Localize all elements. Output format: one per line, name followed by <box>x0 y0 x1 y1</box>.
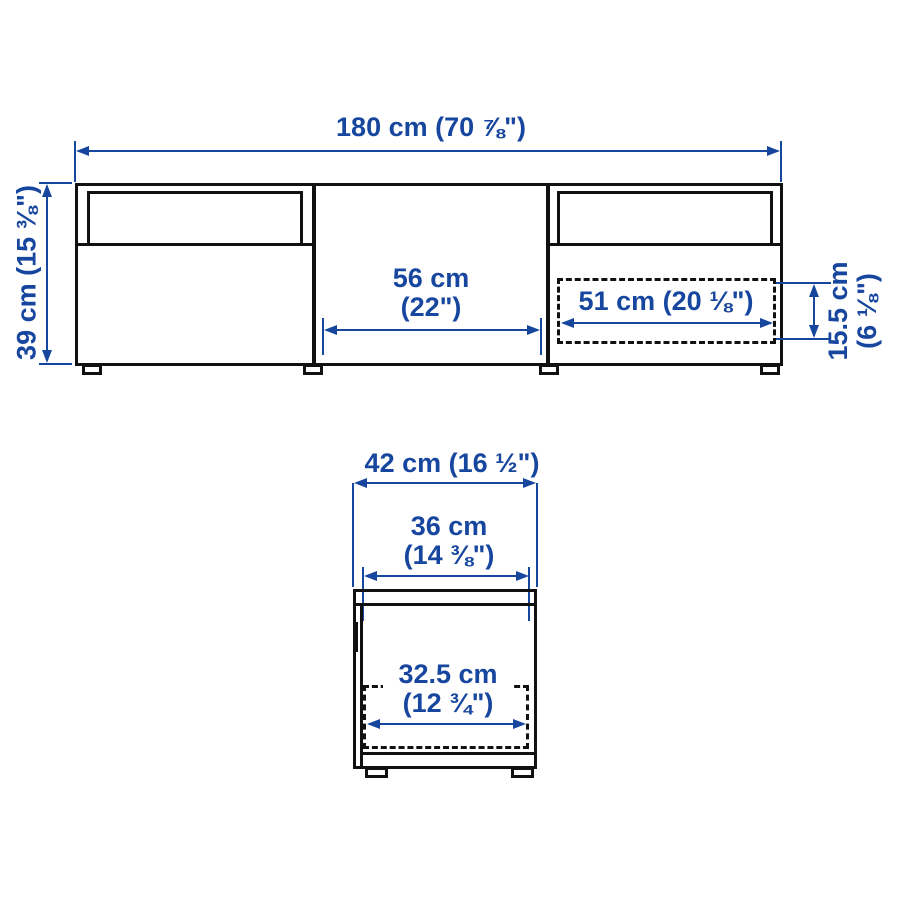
drawer-height-label-line2: (6 ⅛") <box>852 273 882 349</box>
overall-height-line <box>46 186 48 359</box>
front-foot-3 <box>539 364 559 375</box>
side-bottom-panel-line <box>360 752 537 755</box>
front-right-shelf-opening <box>557 191 773 246</box>
front-left-shelf-line <box>75 243 316 246</box>
middle-width-label-line2: (22") <box>400 292 462 322</box>
drawer-width-arrowhead-right <box>760 318 773 328</box>
middle-width-ext-right <box>540 318 542 355</box>
overall-width-line <box>78 150 778 152</box>
overall-depth-line <box>357 482 533 484</box>
middle-width-arrowhead-right <box>527 325 540 335</box>
drawer-depth-arrowhead-left <box>367 719 380 729</box>
drawer-width-label: 51 cm (20 ⅛") <box>578 286 754 316</box>
drawer-height-arrowhead-down <box>809 325 819 338</box>
overall-depth-arrowhead-left <box>354 478 367 488</box>
middle-width-ext-left <box>322 318 324 355</box>
drawer-depth-label-line2: (12 ¾") <box>388 689 508 718</box>
drawer-depth-line <box>369 723 523 725</box>
inner-depth-label-line2: (14 ⅜") <box>403 540 495 570</box>
middle-width-arrowhead-left <box>324 325 337 335</box>
inner-depth-arrowhead-right <box>516 571 529 581</box>
drawer-height-label <box>824 236 882 386</box>
drawer-height-arrowhead-up <box>809 284 819 297</box>
drawer-depth-label-line1: 32.5 cm <box>383 660 513 689</box>
side-foot-1 <box>365 767 388 778</box>
overall-height-ext-bottom <box>39 363 72 365</box>
overall-width-arrowhead-right <box>767 146 780 156</box>
overall-width-arrowhead-left <box>76 146 89 156</box>
drawer-depth-arrowhead-right <box>513 719 526 729</box>
inner-depth-arrowhead-left <box>364 571 377 581</box>
overall-height-label: 39 cm (15 ⅜") <box>11 185 42 360</box>
front-right-shelf-line <box>546 243 783 246</box>
drawer-width-line <box>563 322 771 324</box>
overall-width-label: 180 cm (70 ⅞") <box>336 112 526 142</box>
overall-depth-label: 42 cm (16 ½") <box>364 448 540 478</box>
overall-width-ext-right <box>780 141 782 182</box>
middle-width-label-line1: 56 cm <box>392 263 470 293</box>
inner-depth-label-line1: 36 cm <box>410 511 488 541</box>
drawer-height-label-line1: 15.5 cm <box>823 261 853 361</box>
side-top-panel-line <box>353 603 537 606</box>
front-foot-1 <box>82 364 102 375</box>
overall-depth-arrowhead-right <box>523 478 536 488</box>
front-foot-2 <box>303 364 323 375</box>
side-foot-2 <box>511 767 534 778</box>
overall-height-arrowhead-up <box>42 184 52 197</box>
overall-height-arrowhead-down <box>42 350 52 363</box>
front-divider-left <box>312 183 316 366</box>
front-foot-4 <box>760 364 780 375</box>
drawer-width-arrowhead-left <box>561 318 574 328</box>
inner-depth-line <box>366 575 526 577</box>
middle-width-line <box>326 329 538 331</box>
front-divider-right <box>546 183 550 366</box>
front-left-shelf-opening <box>87 191 303 246</box>
side-panel-detail-line <box>356 622 358 652</box>
